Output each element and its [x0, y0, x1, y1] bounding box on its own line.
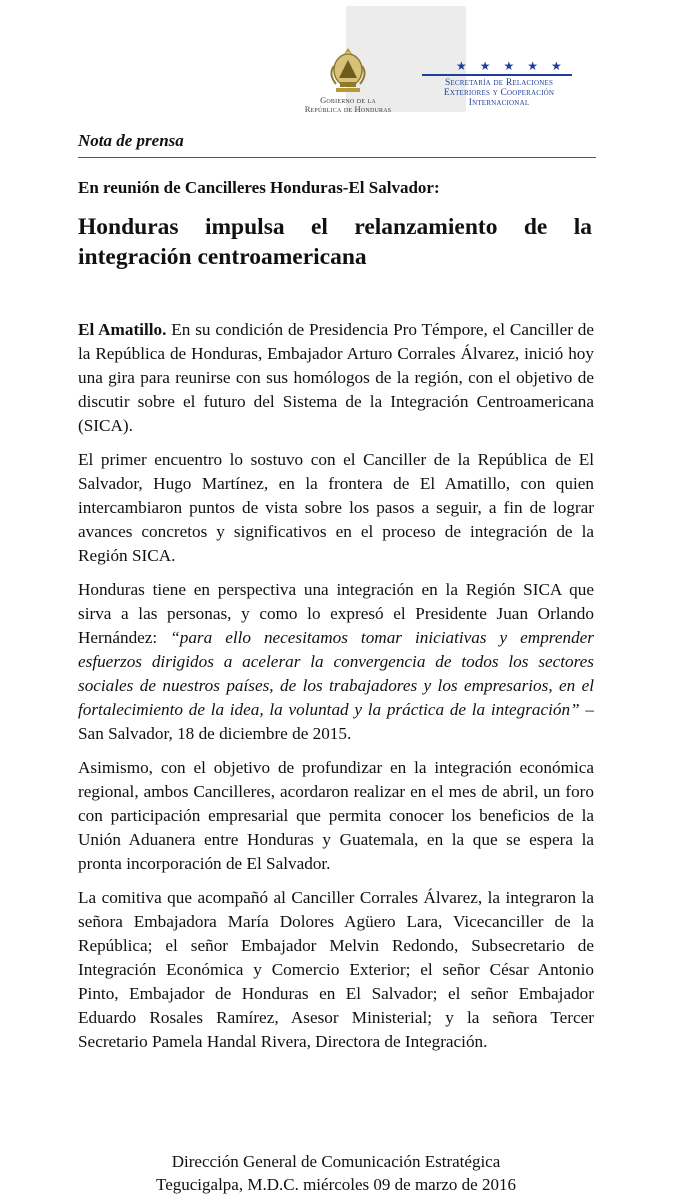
government-logo [296, 44, 400, 120]
paragraph-4: Asimismo, con el objetivo de profundizar en la integración económica regional, ambos Cancilleres, acordaron realizar en el mes de abril, un foro con participación empresarial que permita conocer los beneficios de la Unión Aduanera entre Honduras y Guatemala, en la que se espera la pronta incorporación de El Salvador. [78, 758, 594, 873]
government-logo-line-2: República de Honduras [304, 104, 392, 114]
sre-logo-line-1: Secretaría de Relaciones [444, 78, 554, 88]
government-logo-line-1: Gobierno de la [320, 95, 376, 105]
sre-logo-line-3: Internacional [468, 98, 530, 108]
coat-of-arms-icon [326, 44, 370, 96]
footer [78, 1150, 594, 1196]
paragraph-3-intro: Honduras tiene en perspectiva una integración en la Región SICA que sirva a las personas, y como lo expresó el Presidente Juan Orlando Hernández: [78, 580, 594, 647]
sre-logo [414, 60, 574, 120]
paragraph-5: La comitiva que acompañó al Canciller Corrales Álvarez, la integraron la señora Embajadora María Dolores Agüero Lara, Vicecanciller de la República; el señor Embajador Melvin Redondo, Subsecretario de Integración Económica y Comercio Exterior; el señor César Antonio Pinto, Embajador de Honduras en El Salvador; el señor Embajador Eduardo Rosales Ramírez, Asesor Ministerial; y la señora Tercer Secretario Pamela Handal Rivera, Directora de Integración. [78, 888, 594, 1051]
article-body [78, 318, 594, 1064]
document-type-label: Nota de prensa [78, 131, 184, 150]
quote-source: –San Salvador, 18 de diciembre de 2015. [78, 700, 594, 743]
sre-logo-text [424, 78, 574, 108]
paragraph-2: El primer encuentro lo sostuvo con el Canciller de la República de El Salvador, Hugo Martínez, en la frontera de El Amatillo, con quien intercambiaron puntos de vista sobre los pasos a seguir, a fin de lograr avances concretos y significativos en el proceso de integración de la Región SICA. [78, 450, 594, 565]
sre-logo-line-2: Exteriores y Cooperación [443, 88, 555, 98]
footer-department: Dirección General de Comunicación Estratégica [171, 1152, 501, 1171]
paragraph-1-text: En su condición de Presidencia Pro Témpore, el Canciller de la República de Honduras, Embajador Arturo Corrales Álvarez, inició hoy una gira para reunirse con sus homólogos de la región, con el objetivo de discutir sobre el futuro del Sistema de la Integración Centroamericana (SICA). [78, 320, 594, 435]
sre-logo-rule [422, 74, 572, 76]
paragraph-1 [78, 318, 594, 438]
press-subtitle: En reunión de Cancilleres Honduras-El Salvador: [78, 178, 440, 197]
press-title: Honduras impulsa el relanzamiento de la integración centroamericana [78, 214, 592, 270]
presidential-quote: “para ello necesitamos tomar iniciativas y emprender esfuerzos dirigidos a acelerar la convergencia de todos los sectores sociales de nuestros países, de los trabajadores y los empresarios, en el fortalecimiento de la idea, la voluntad y la práctica de la integración” [78, 628, 594, 719]
footer-date: Tegucigalpa, M.D.C. miércoles 09 de marzo de 2016 [156, 1175, 516, 1194]
dateline: El Amatillo. [78, 320, 167, 339]
header-divider [78, 157, 596, 158]
paragraph-3 [78, 578, 594, 746]
stars-icon: ★ ★ ★ ★ ★ [456, 59, 567, 73]
